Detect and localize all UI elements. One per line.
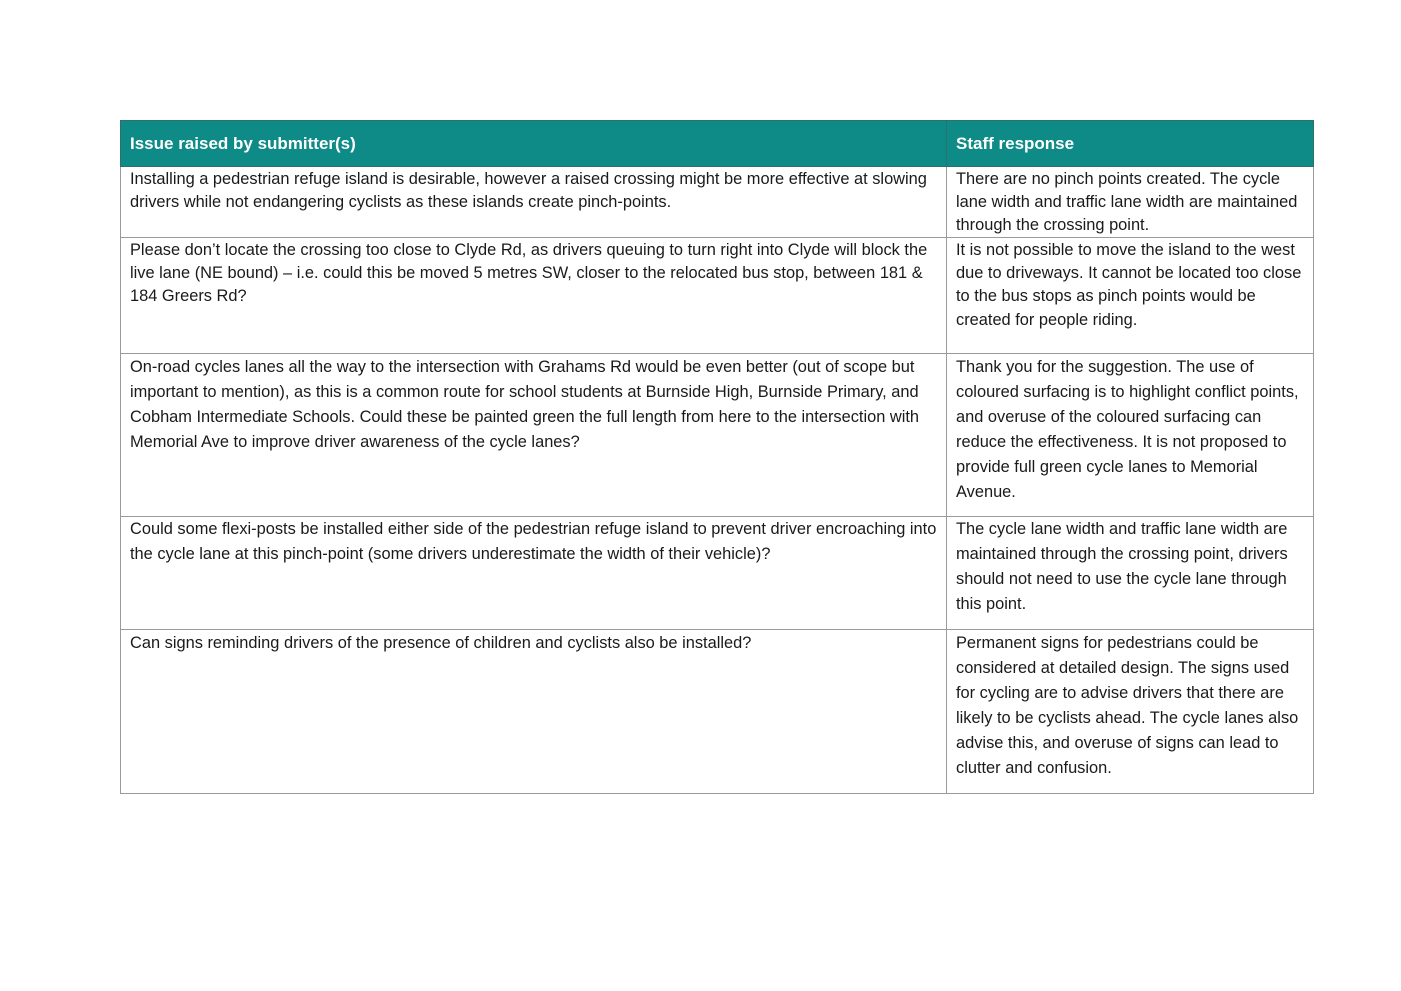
issue-cell: Can signs reminding drivers of the presence of children and cyclists also be installed?	[121, 630, 947, 794]
table-header-row	[121, 121, 1314, 167]
issue-cell: Installing a pedestrian refuge island is desirable, however a raised crossing might be more effective at slowing drivers while not endangering cyclists as these islands create pinch-points.	[121, 167, 947, 238]
header-issue: Issue raised by submitter(s)	[121, 121, 947, 167]
table-row	[121, 354, 1314, 517]
table-row	[121, 517, 1314, 630]
response-cell: The cycle lane width and traffic lane width are maintained through the crossing point, drivers should not need to use the cycle lane through this point.	[947, 517, 1314, 630]
response-cell: It is not possible to move the island to the west due to driveways. It cannot be located too close to the bus stops as pinch points would be created for people riding.	[947, 238, 1314, 354]
table-row	[121, 630, 1314, 794]
table-row	[121, 238, 1314, 354]
issue-cell: On-road cycles lanes all the way to the intersection with Grahams Rd would be even better (out of scope but important to mention), as this is a common route for school students at Burnside High, Burnside Primary, and Cobham Intermediate Schools. Could these be painted green the full length from here to the intersection with Memorial Ave to improve driver awareness of the cycle lanes?	[121, 354, 947, 517]
header-response: Staff response	[947, 121, 1314, 167]
submissions-table	[120, 120, 1314, 794]
response-cell: Thank you for the suggestion. The use of coloured surfacing is to highlight conflict points, and overuse of the coloured surfacing can reduce the effectiveness. It is not proposed to provide full green cycle lanes to Memorial Avenue.	[947, 354, 1314, 517]
response-cell: There are no pinch points created. The cycle lane width and traffic lane width are maintained through the crossing point.	[947, 167, 1314, 238]
issue-cell: Please don’t locate the crossing too close to Clyde Rd, as drivers queuing to turn right into Clyde will block the live lane (NE bound) – i.e. could this be moved 5 metres SW, closer to the relocated bus stop, between 181 & 184 Greers Rd?	[121, 238, 947, 354]
response-cell: Permanent signs for pedestrians could be considered at detailed design. The signs used for cycling are to advise drivers that there are likely to be cyclists ahead. The cycle lanes also advise this, and overuse of signs can lead to clutter and confusion.	[947, 630, 1314, 794]
issue-cell: Could some flexi-posts be installed either side of the pedestrian refuge island to prevent driver encroaching into the cycle lane at this pinch-point (some drivers underestimate the width of their vehicle)?	[121, 517, 947, 630]
table-row	[121, 167, 1314, 238]
